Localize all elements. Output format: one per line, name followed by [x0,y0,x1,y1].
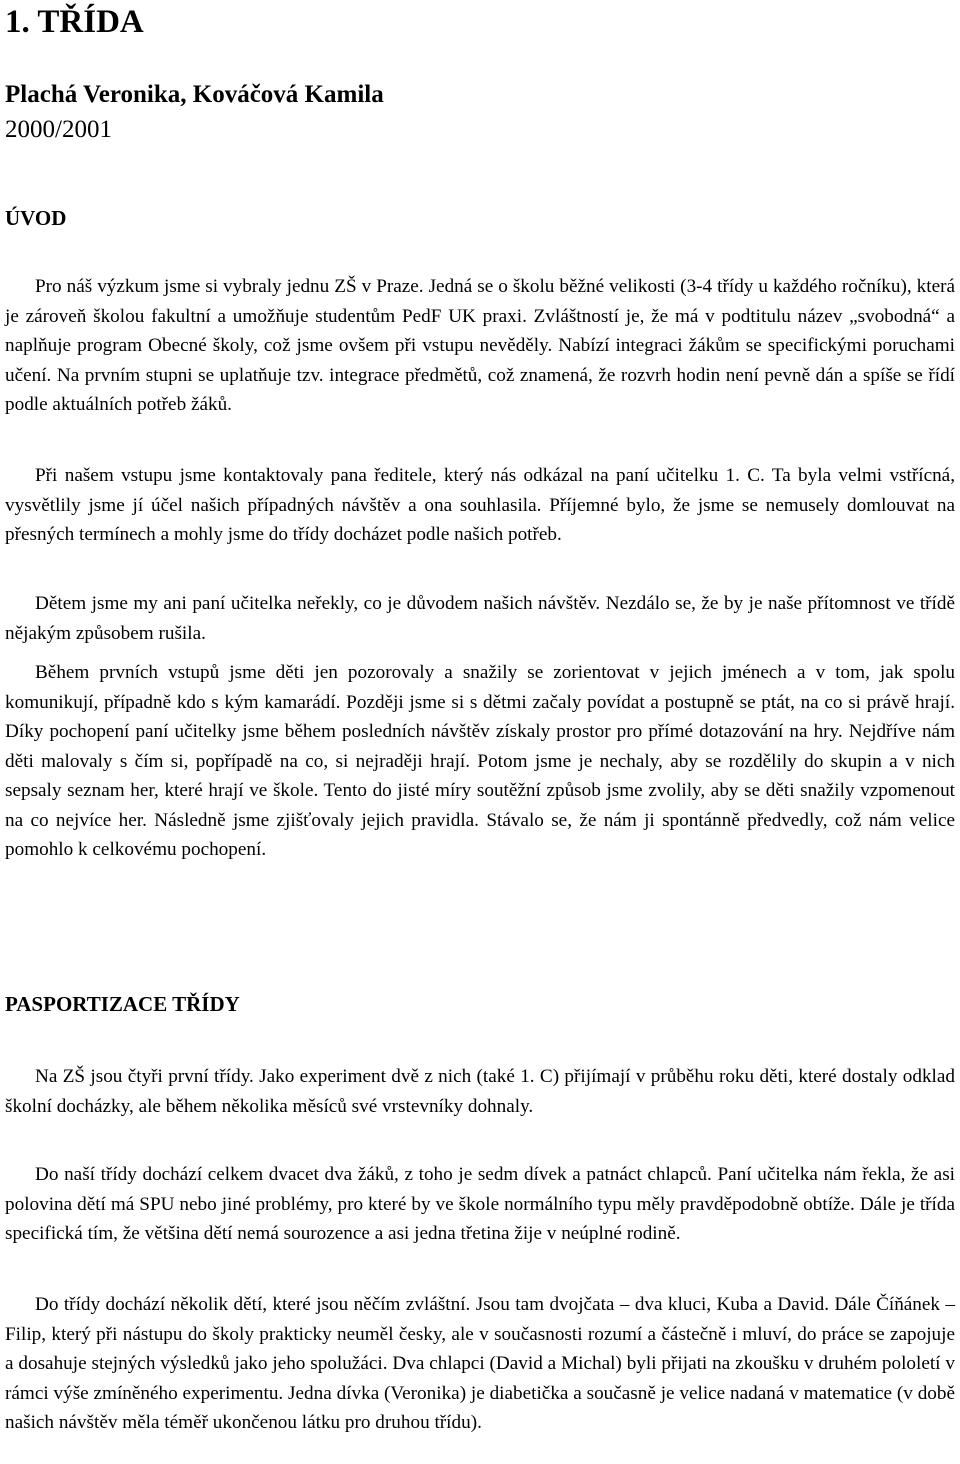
section-heading-uvod: ÚVOD [5,206,67,230]
authors-line: Plachá Veronika, Kováčová Kamila [5,81,384,108]
paragraph-intro-contact: Při našem vstupu jsme kontaktovaly pana ředitele, který nás odkázal na paní učitelku 1. C. Ta byla velmi vstřícná, vysvětlily jsme jí účel našich případných návštěv a ona souhlasila. Příjemné bylo, že jsme se nemusely domlouvat na přesných termínech a mohly jsme do třídy docházet podle našich potřeb. [5,465,955,545]
document-title: 1. TŘÍDA [5,4,144,40]
paragraph-intro-method: Během prvních vstupů jsme děti jen pozorovaly a snažily se zorientovat v jejich jménech a v tom, jak spolu komunikují, případně kdo s kým kamarádí. Později jsme si s dětmi začaly povídat a postupně se ptát, na co si právě hrají. Díky pochopení paní učitelky jsme během posledních návštěv získaly prostor pro přímé dotazování na hry. Nejdříve nám děti malovaly s čím si, popřípadě na co, si nejraději hrají. Potom jsme je nechaly, aby se rozdělily do skupin a v nich sepsaly seznam her, které hrají ve škole. Tento do jisté míry soutěžní způsob jsme zvolily, aby se děti snažily vzpomenout na co nejvíce her. Následně jsme zjišťovaly jejich pravidla. Stávalo se, že nám ji spontánně předvedly, což nám velice pomohlo k celkovému pochopení. [5,662,955,860]
section-heading-pasportizace: PASPORTIZACE TŘÍDY [5,992,240,1016]
school-year: 2000/2001 [5,116,112,143]
paragraph-class-experiment: Na ZŠ jsou čtyři první třídy. Jako experiment dvě z nich (také 1. C) přijímají v průběhu roku děti, které dostaly odklad školní docházky, ale během několika měsíců své vrstevníky dohnaly. [5,1066,955,1117]
paragraph-class-composition: Do naší třídy dochází celkem dvacet dva žáků, z toho je sedm dívek a patnáct chlapců. Paní učitelka nám řekla, že asi polovina dětí má SPU nebo jiné problémy, pro které by ve škole normálního typu měly pravděpodobně obtíže. Dále je třída specifická tím, že většina dětí nemá sourozence a asi jedna třetina žije v neúplné rodině. [5,1164,955,1244]
paragraph-class-special-children: Do třídy dochází několik dětí, které jsou něčím zvláštní. Jsou tam dvojčata – dva kluci, Kuba a David. Dále Číňánek – Filip, který při nástupu do školy prakticky neuměl česky, ale v současnosti rozumí a částečně i mluví, do práce se zapojuje a dosahuje stejných výsledků jako jeho spolužáci. Dva chlapci (David a Michal) byli přijati na zkoušku v druhém pololetí v rámci výše zmíněného experimentu. Jedna dívka (Veronika) je diabetička a současně je velice nadaná v matematice (v době našich návštěv měla téměř ukončenou látku pro druhou třídu). [5,1294,955,1433]
paragraph-intro-school: Pro náš výzkum jsme si vybraly jednu ZŠ v Praze. Jedná se o školu běžné velikosti (3-4 třídy u každého ročníku), která je zároveň školou fakultní a umožňuje studentům PedF UK praxi. Zvláštností je, že má v podtitulu název „svobodná“ a naplňuje program Obecné školy, což jsme ovšem při vstupu nevěděly. Nabízí integraci žákům se specifickými poruchami učení. Na prvním stupni se uplatňuje tzv. integrace předmětů, což znamená, že rozvrh hodin není pevně dán a spíše se řídí podle aktuálních potřeb žáků. [5,276,955,415]
paragraph-intro-children: Dětem jsme my ani paní učitelka neřekly, co je důvodem našich návštěv. Nezdálo se, že by je naše přítomnost ve třídě nějakým způsobem rušila. [5,593,955,644]
